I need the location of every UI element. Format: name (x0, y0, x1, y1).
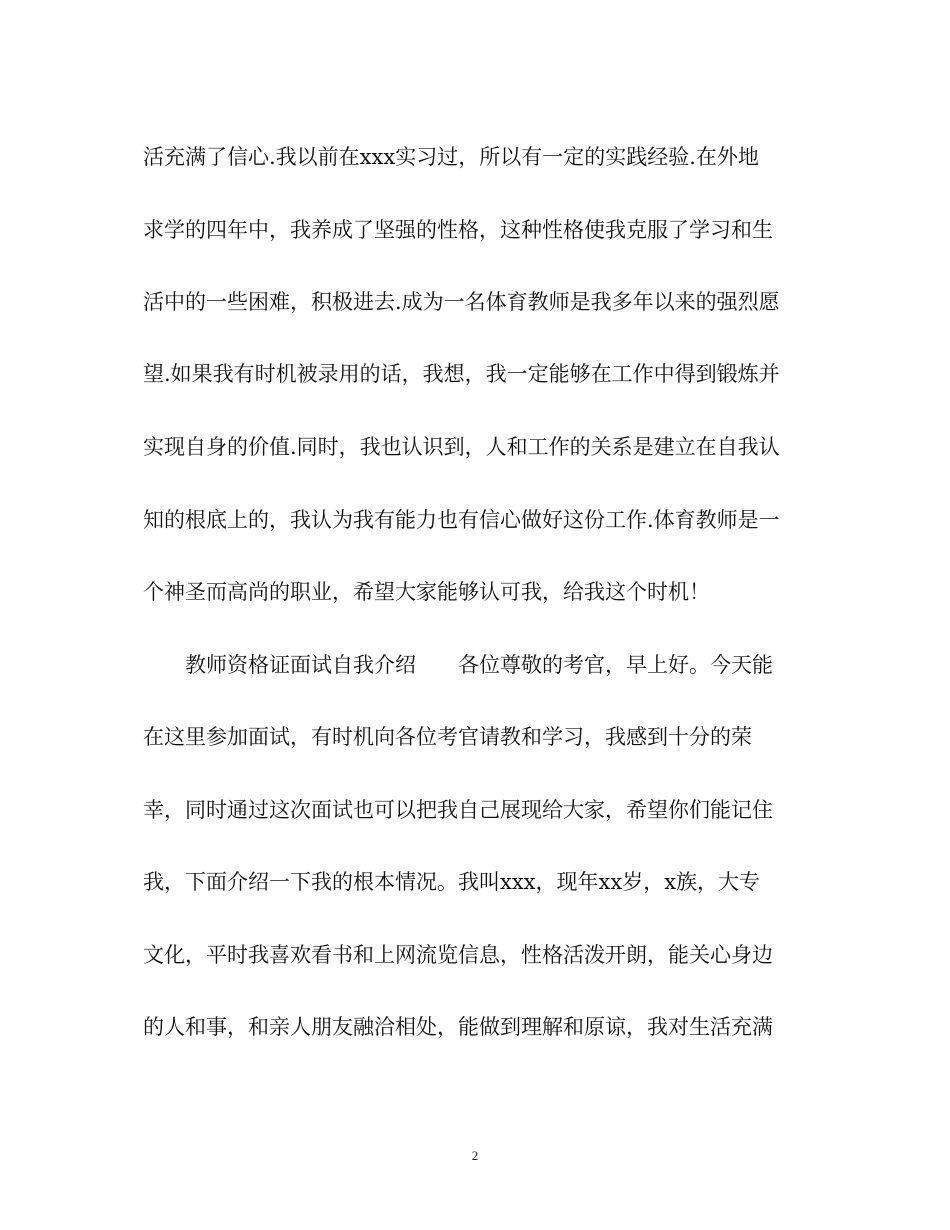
paragraph-line: 知的根底上的，我认为我有能力也有信心做好这份工作.体育教师是一 (143, 508, 780, 532)
section-heading-line: 教师资格证面试自我介绍 各位尊敬的考官，早上好。今天能 (143, 653, 773, 677)
paragraph-line: 我，下面介绍一下我的根本情况。我叫xxx，现年xx岁，x族，大专 (143, 870, 761, 894)
page-number: 2 (471, 1148, 479, 1163)
paragraph-line: 活中的一些困难，积极进去.成为一名体育教师是我多年以来的强烈愿 (143, 290, 780, 314)
paragraph-line: 实现自身的价值.同时，我也认识到，人和工作的关系是建立在自我认 (143, 435, 780, 459)
paragraph-line: 个神圣而高尚的职业，希望大家能够认可我，给我这个时机！ (143, 580, 710, 604)
paragraph-line: 的人和事，和亲人朋友融洽相处，能做到理解和原谅，我对生活充满 (143, 1015, 773, 1039)
paragraph-line: 求学的四年中，我养成了坚强的性格，这种性格使我克服了学习和生 (143, 218, 773, 242)
paragraph-line: 幸，同时通过这次面试也可以把我自己展现给大家，希望你们能记住 (143, 798, 773, 822)
paragraph-line: 在这里参加面试，有时机向各位考官请教和学习，我感到十分的荣 (143, 725, 752, 749)
paragraph-line: 望.如果我有时机被录用的话，我想，我一定能够在工作中得到锻炼并 (143, 362, 780, 386)
paragraph-line: 文化，平时我喜欢看书和上网流览信息，性格活泼开朗，能关心身边 (143, 943, 773, 967)
paragraph-line: 活充满了信心.我以前在xxx实习过，所以有一定的实践经验.在外地 (143, 145, 759, 169)
